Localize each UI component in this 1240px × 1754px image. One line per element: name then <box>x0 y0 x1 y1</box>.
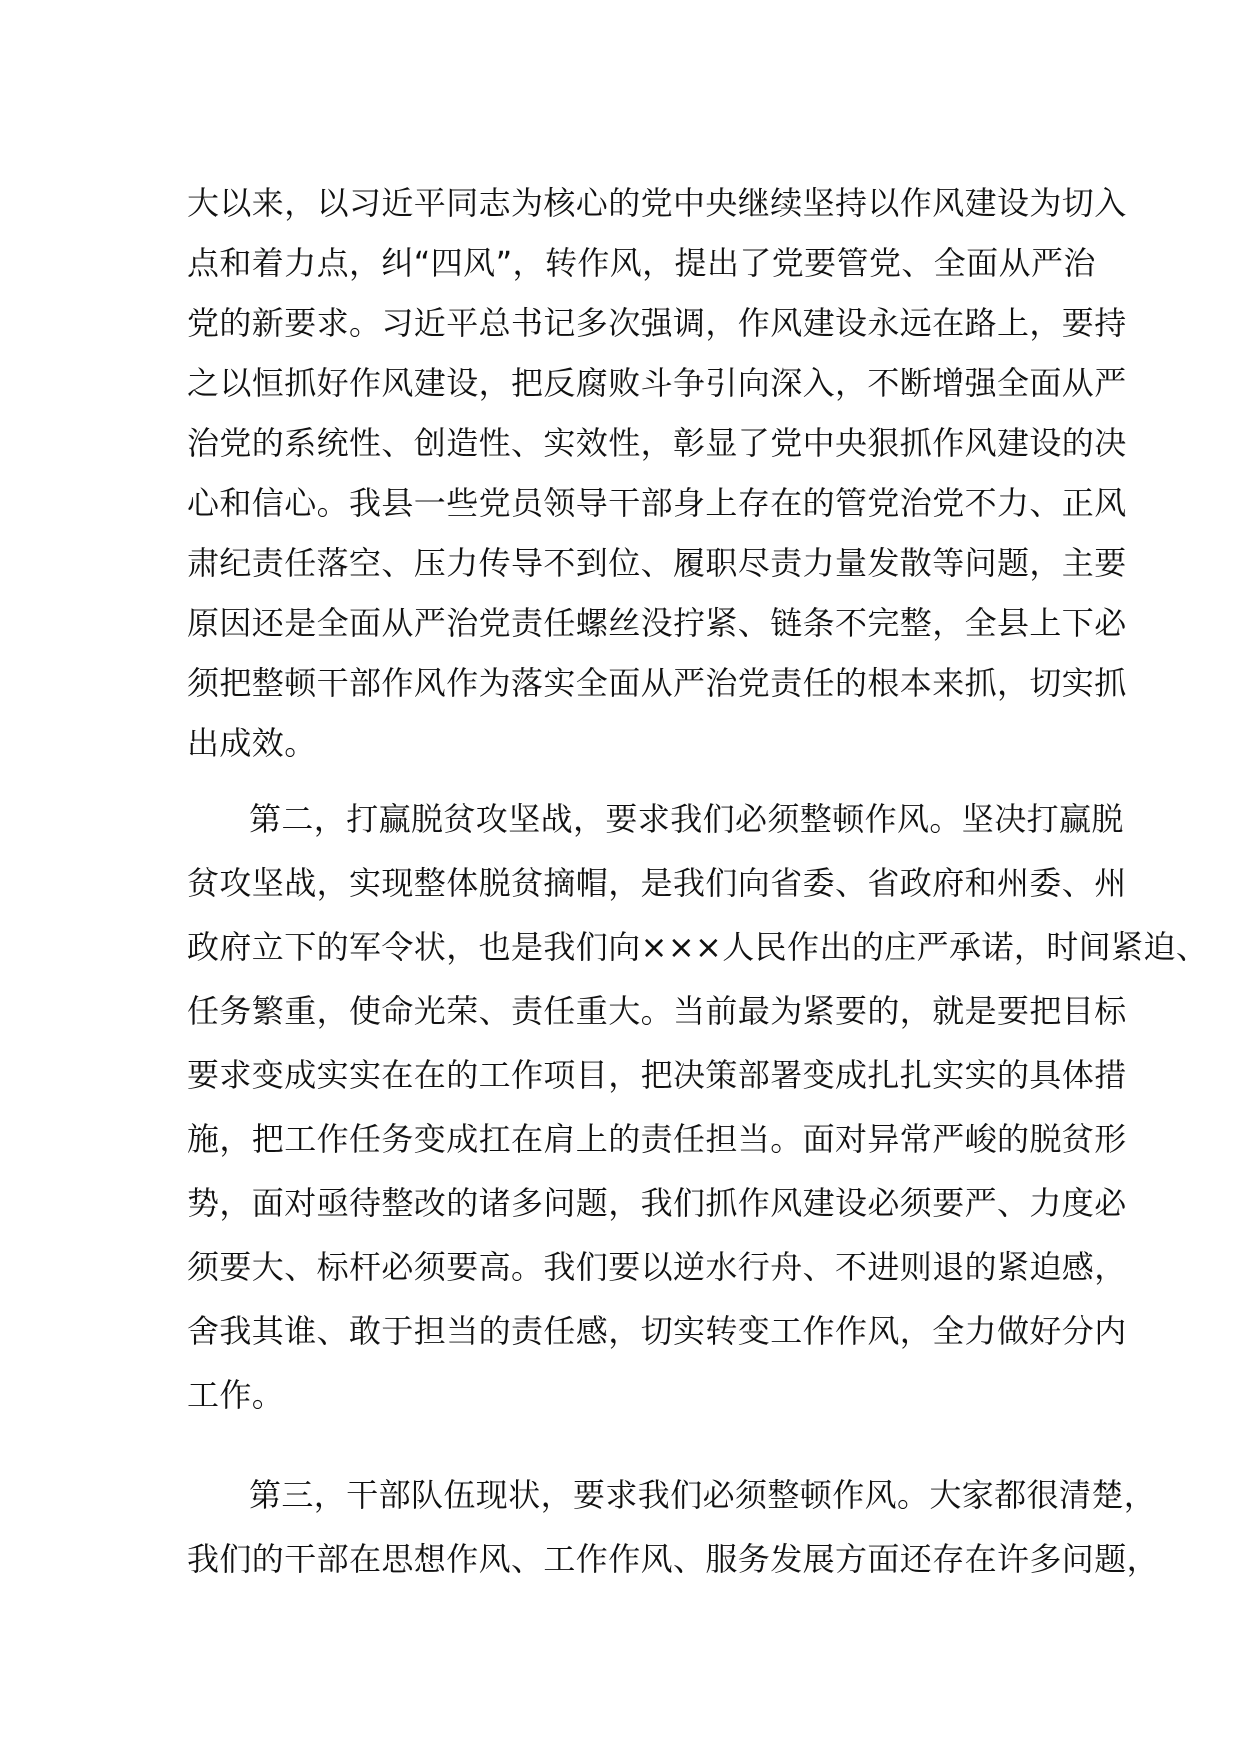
paragraph-first-line: 第二，打赢脱贫攻坚战，要求我们必须整顿作风。坚决打赢脱 <box>249 800 1124 838</box>
text-line: 原因还是全面从严治党责任螺丝没拧紧、链条不完整，全县上下必 <box>187 604 1127 642</box>
text-line: 心和信心。我县一些党员领导干部身上存在的管党治党不力、正风 <box>187 484 1127 522</box>
text-line: 施，把工作任务变成扛在肩上的责任担当。面对异常严峻的脱贫形 <box>187 1120 1127 1158</box>
text-line: 治党的系统性、创造性、实效性，彰显了党中央狠抓作风建设的决 <box>187 424 1127 462</box>
text-line: 肃纪责任落空、压力传导不到位、履职尽责力量发散等问题，主要 <box>187 544 1127 582</box>
text-line: 任务繁重，使命光荣、责任重大。当前最为紧要的，就是要把目标 <box>187 992 1127 1030</box>
text-line: 须要大、标杆必须要高。我们要以逆水行舟、不进则退的紧迫感， <box>187 1248 1127 1286</box>
text-line: 之以恒抓好作风建设，把反腐败斗争引向深入，不断增强全面从严 <box>187 364 1127 402</box>
text-line: 政府立下的军令状，也是我们向×××人民作出的庄严承诺，时间紧迫、 <box>187 928 1209 966</box>
text-line: 我们的干部在思想作风、工作作风、服务发展方面还存在许多问题， <box>187 1540 1160 1578</box>
text-line: 要求变成实实在在的工作项目，把决策部署变成扎扎实实的具体措 <box>187 1056 1127 1094</box>
text-line: 须把整顿干部作风作为落实全面从严治党责任的根本来抓，切实抓 <box>187 664 1127 702</box>
text-line: 舍我其谁、敢于担当的责任感，切实转变工作作风，全力做好分内 <box>187 1312 1127 1350</box>
text-line: 大以来，以习近平同志为核心的党中央继续坚持以作风建设为切入 <box>187 184 1127 222</box>
text-line: 党的新要求。习近平总书记多次强调，作风建设永远在路上，要持 <box>187 304 1127 342</box>
text-line: 出成效。 <box>187 724 317 762</box>
text-line: 势，面对亟待整改的诸多问题，我们抓作风建设必须要严、力度必 <box>187 1184 1127 1222</box>
text-line: 工作。 <box>187 1376 285 1414</box>
paragraph-first-line: 第三，干部队伍现状，要求我们必须整顿作风。大家都很清楚， <box>249 1476 1157 1514</box>
text-line: 贫攻坚战，实现整体脱贫摘帽，是我们向省委、省政府和州委、州 <box>187 864 1127 902</box>
text-line: 点和着力点，纠“四风”，转作风，提出了党要管党、全面从严治 <box>187 244 1096 282</box>
